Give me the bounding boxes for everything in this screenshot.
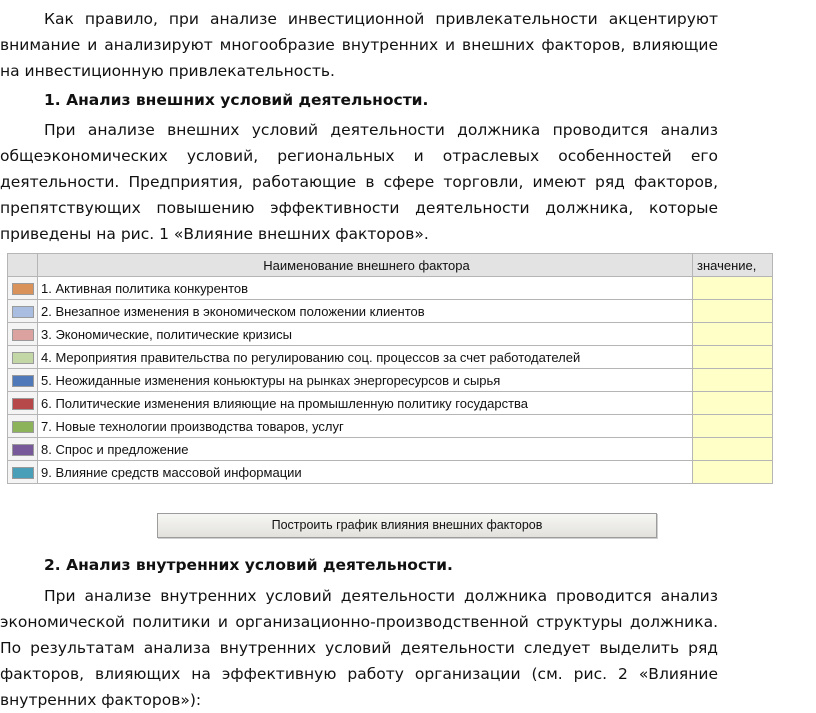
table-row <box>8 277 773 300</box>
table-header-row <box>8 254 773 277</box>
table-row <box>8 415 773 438</box>
external-factors-form <box>7 253 772 532</box>
table-row <box>8 346 773 369</box>
factor-value-input[interactable] <box>693 392 773 415</box>
factor-name: 8. Спрос и предложение <box>38 438 693 461</box>
header-color-cell <box>8 254 38 277</box>
factor-value-input[interactable] <box>693 300 773 323</box>
table-row <box>8 438 773 461</box>
factor-name: 3. Экономические, политические кризисы <box>38 323 693 346</box>
factor-name: 5. Неожиданные изменения коньюктуры на рынках энергоресурсов и сырья <box>38 369 693 392</box>
factor-name: 7. Новые технологии производства товаров, услуг <box>38 415 693 438</box>
table-row <box>8 323 773 346</box>
factor-value-input[interactable] <box>693 323 773 346</box>
color-cell <box>8 461 38 484</box>
factor-name: 4. Мероприятия правительства по регулированию соц. процессов за счет работодателей <box>38 346 693 369</box>
color-cell <box>8 323 38 346</box>
header-value: значение, <box>693 254 773 277</box>
color-swatch <box>12 467 34 479</box>
factor-value-input[interactable] <box>693 461 773 484</box>
factor-name: 6. Политические изменения влияющие на промышленную политику государства <box>38 392 693 415</box>
factor-name: 9. Влияние средств массовой информации <box>38 461 693 484</box>
factor-name: 1. Активная политика конкурентов <box>38 277 693 300</box>
section-1-heading: 1. Анализ внешних условий деятельности. <box>44 91 429 109</box>
section-1-paragraph: При анализе внешних условий деятельности должника проводится анализ общеэкономических условий, региональных и отраслевых особенностей его деятельности. Предприятия, работающие в сфере торговли, имеют ряд факторов, препятствующих повышению эффективности деятельности должника, которые приведены на рис. 1 «Влияние внешних факторов». <box>0 121 718 243</box>
color-cell <box>8 277 38 300</box>
color-swatch <box>12 398 34 410</box>
color-swatch <box>12 306 34 318</box>
section-2-paragraph: При анализе внутренних условий деятельности должника проводится анализ экономической политики и организационно-производственной структуры должника. По результатам анализа внутренних условий деятельности следует выделить ряд факторов, влияющих на эффективную работу организации (см. рис. 2 «Влияние внутренних факторов»): <box>0 587 718 709</box>
color-cell <box>8 369 38 392</box>
table-row <box>8 369 773 392</box>
factor-value-input[interactable] <box>693 369 773 392</box>
factor-value-input[interactable] <box>693 438 773 461</box>
factor-value-input[interactable] <box>693 346 773 369</box>
build-chart-button[interactable]: Построить график влияния внешних факторов <box>157 513 657 538</box>
color-cell <box>8 415 38 438</box>
color-swatch <box>12 375 34 387</box>
color-swatch <box>12 444 34 456</box>
intro-paragraph: Как правило, при анализе инвестиционной привлекательности акцентируют внимание и анализируют многообразие внутренних и внешних факторов, влияющие на инвестиционную привлекательность. <box>0 10 718 80</box>
color-cell <box>8 392 38 415</box>
table-row <box>8 461 773 484</box>
color-swatch <box>12 283 34 295</box>
color-cell <box>8 300 38 323</box>
factor-value-input[interactable] <box>693 415 773 438</box>
table-row <box>8 392 773 415</box>
section-2-heading: 2. Анализ внутренних условий деятельности. <box>44 556 453 574</box>
color-swatch <box>12 329 34 341</box>
color-cell <box>8 438 38 461</box>
header-factor-name: Наименование внешнего фактора <box>38 254 693 277</box>
factor-name: 2. Внезапное изменения в экономическом положении клиентов <box>38 300 693 323</box>
color-cell <box>8 346 38 369</box>
color-swatch <box>12 421 34 433</box>
table-row <box>8 300 773 323</box>
factors-table <box>7 253 773 484</box>
color-swatch <box>12 352 34 364</box>
factor-value-input[interactable] <box>693 277 773 300</box>
